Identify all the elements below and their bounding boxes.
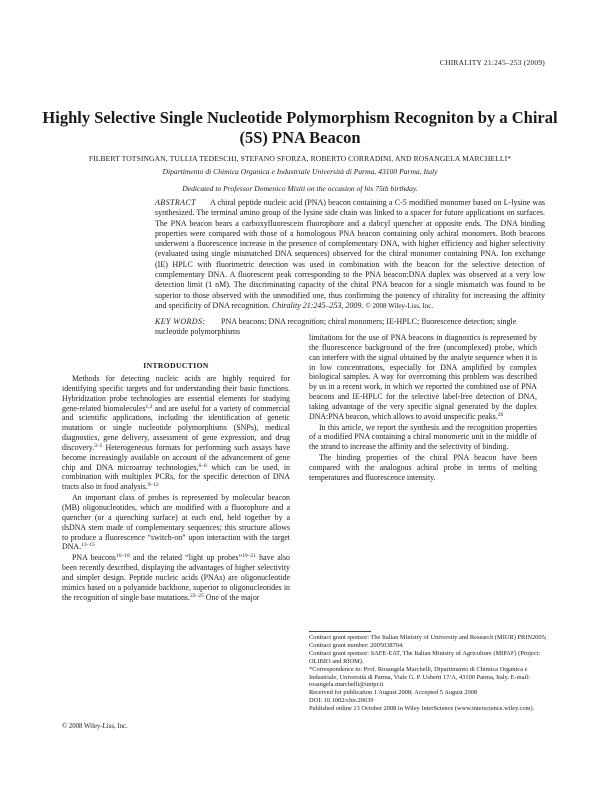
dedication: Dedicated to Professor Domenico Misiti on the occasion of his 75th birthday. xyxy=(182,184,418,193)
abstract xyxy=(155,198,545,311)
running-head: CHIRALITY 21:245–253 (2009) xyxy=(439,58,545,67)
footnote-rule xyxy=(309,631,371,632)
footnote: Contract grant sponsor: The Italian Ministry of University and Research (MIUR) PRIN2005; Contract grant number: 2005038704. xyxy=(309,634,547,649)
article-title: Highly Selective Single Nucleotide Polymorphism Recogniton by a Chiral (5S) PNA Beacon xyxy=(42,108,558,147)
footnotes xyxy=(309,634,549,713)
footnote: Received for publication 1 August 2008; Accepted 5 August 2008 xyxy=(309,689,478,697)
footnote: DOI: 10.1002/chir.20639 xyxy=(309,697,374,705)
footnote: Contract grant sponsor: SAFE-EAT, The Italian Ministry of Agriculture (MIPAF) (Project: OLIBIO and RIOM). xyxy=(309,649,541,665)
paragraph: In this article, we report the synthesis and the recognition properties of a modified PNA containing a chiral monomeric unit in the middle of the strand to increase the affinity and the selectivity of binding. xyxy=(309,422,537,452)
right-column xyxy=(309,333,537,483)
abstract-label: ABSTRACT xyxy=(155,198,196,207)
author-list: FILBERT TOTSINGAN, TULLIA TEDESCHI, STEFANO SFORZA, ROBERTO CORRADINI, AND ROSANGELA MARCHELLI* xyxy=(88,154,512,163)
paragraph: The binding properties of the chiral PNA beacon have been compared with the analogous achiral probe in terms of melting temperatures and fluorescence intensity. xyxy=(309,453,537,482)
paragraph: PNA beacons$^{16-18}$ and the related “light up probes”$^{19-21}$ have also been recently described, displaying the advantages of higher selectivity and simpler design. Peptide nucleic acids (PNAs) are oligonucleotide mimics based on a polyamide backbone, superior to oligonucleotides in the recognition of single base mutations.$^{22-25}$ One of the major xyxy=(62,553,290,602)
footnote: Published online 13 October 2008 in Wiley InterScience (www.interscience.wiley.com). xyxy=(309,705,535,713)
keywords-text: PNA beacons; DNA recognition; chiral monomers; IE-HPLC; fluorescence detection; single nucleotide polymorphisms xyxy=(155,317,517,337)
left-copyright: © 2008 Wiley-Liss, Inc. xyxy=(62,723,128,730)
abstract-copyright: © 2008 Wiley-Liss, Inc. xyxy=(365,301,434,310)
section-heading-introduction: INTRODUCTION xyxy=(143,361,209,370)
paragraph: limitations for the use of PNA beacons in diagnostics is represented by the fluorescence background of the free (uncomplexed) probe, which can interfere with the signal obtained by the analyte sequence when it is in low concentrations, especially for DNA amplified by complex biological samples. A way for overcoming this problem was described by us in a recent work, in which we reported the combined use of PNA beacons and IE-HPLC for the selective label-free detection of DNA, taking advantage of the very specific signal generated by the duplex DNA:PNA beacon, which allows to avoid unspecific peaks.$^{26}$ xyxy=(309,333,537,421)
abstract-citation: Chirality 21:245–253, 2009. xyxy=(271,300,364,310)
paragraph: An important class of probes is represented by molecular beacon (MB) oligonucleotides, which are modified with a fluorophore and a quencher (or a quenching surface) at each end, held together by a dsDNA stem made of complementary sequences; this structure allows to produce a fluorescence “switch-on” upon interaction with the target DNA.$^{13-15}$ xyxy=(62,493,290,552)
affiliation: Dipartimento di Chimica Organica e Industriale Università di Parma, 43100 Parma, Italy xyxy=(162,167,438,176)
paragraph: Methods for detecting nucleic acids are highly required for identifying specific targets and for understanding their basic functions. Hybridization probe technologies are essential elements for studying gene-related biomolecules$^{1,2}$ and are useful for a variety of commercial and scientific applications, including the identification of genetic mutations or single nucleotide polymorphisms (SNPs), medical diagnostics, gene delivery, assessment of gene expression, and drug discovery.$^{3-5}$ Heterogeneous formats for performing such assays have become increasingly available on account of the advancement of gene chip and DNA microarray technologies,$^{6-8}$ which can be used, in combination with multiplex PCRs, for the specific detection of DNA tracts also in food analysis.$^{9-12}$ xyxy=(62,374,290,492)
abstract-text: A chiral peptide nucleic acid (PNA) beacon containing a C-5 modified monomer based on L-lysine was synthesized. The terminal amino group of the lysine side chain was linked to a spacer for future applications on surfaces. The PNA beacon bears a carboxyfluorescein fluorophore and a dabcyl quencher at opposite ends. The DNA binding properties were compared with those of a homologous PNA beacon containing only achiral monomers. Both beacons underwent a fluorescence increase in the presence of complementary DNA, with higher efficiency and higher selectivity (evaluated using single mismatched DNA sequences) observed for the chiral monomer containing PNA. Ion exchange (IE) HPLC with fluorimetric detection was used in combination with the beacon for the selective detection of complementary DNA. A fluorescent peak corresponding to the PNA beacon:DNA duplex was observed at a very low detection limit (1 nM). The discriminating capacity of the chiral PNA beacon for a single mismatch was found to be superior to those observed with the unmodified one, thus confirming the potency of chirality for increasing the affinity and specificity of DNA recognition. xyxy=(155,198,545,310)
left-column xyxy=(62,374,290,602)
keywords-label: KEY WORDS: xyxy=(155,317,206,326)
footnote: *Correspondence to: Prof. Rosangela Marchelli, Dipartimento di Chimica Organica e Industriale, Università di Parma, Viale G. P. Usberti 17/A, 43100 Parma, Italy. E-mail: rosangela.marchelli@unipr.it xyxy=(309,665,530,689)
